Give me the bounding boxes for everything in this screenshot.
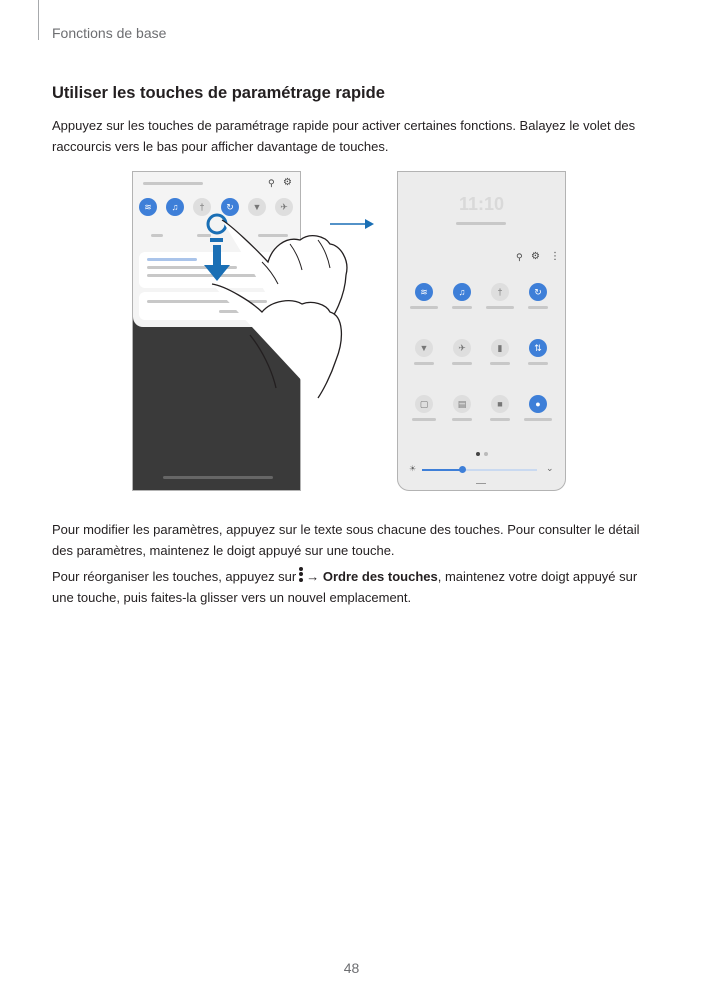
clock-text: 11:10 [458,194,505,214]
brightness-fill [422,469,462,471]
bluetooth-icon: † [491,283,509,301]
airplane-icon: ✈ [275,198,293,216]
sound-icon: ♫ [166,198,184,216]
label-placeholder [490,362,510,365]
more-options-icon: ⋮ [550,251,560,262]
section-label: Fonctions de base [52,25,167,41]
folder-icon: ■ [491,395,509,413]
gear-icon: ⚙ [531,251,540,262]
header-rule [38,0,39,40]
label-placeholder [528,306,548,309]
arrow-text: → [306,569,320,584]
label-placeholder [258,234,288,237]
search-icon: ⚲ [268,178,275,188]
page-number: 48 [343,960,360,976]
label-placeholder [528,362,548,365]
gear-icon: ⚙ [283,177,292,188]
reorder-prefix: Pour réorganiser les touches, appuyez sur [52,569,297,584]
brightness-thumb [459,466,466,473]
page-title: Utiliser les touches de paramétrage rapide [52,84,385,102]
data-icon: ⇅ [529,339,547,357]
search-icon: ⚲ [516,252,523,262]
label-placeholder [490,418,510,421]
hand-finger-line [318,240,330,268]
intro-paragraph: Appuyez sur les touches de paramétrage rapide pour activer certaines fonctions. Balayez le volet des raccourcis vers le bas pour afficher davantage de touches. [52,118,636,154]
battery-icon: ▮ [491,339,509,357]
status-bar-placeholder [143,182,203,185]
quick-panel [133,172,300,327]
handle-bar [476,483,486,484]
rotate-icon: ↻ [221,198,239,216]
notification-placeholder [147,258,197,261]
label-placeholder [524,418,552,421]
airplane-icon: ✈ [453,339,471,357]
label-placeholder [486,306,514,309]
label-placeholder [412,418,436,421]
label-placeholder [414,362,434,365]
page-dot-active [476,452,480,456]
label-placeholder [452,362,472,365]
phone-expanded-panel [397,171,566,491]
transition-arrow-head [365,219,374,229]
reorder-suffix: , maintenez votre doigt appuyé sur une touche, puis faites-la glisser vers un nouvel emplacement. [52,569,638,605]
bottom-text-placeholder [163,476,273,479]
wifi-icon: ≋ [415,283,433,301]
more-options-icon [299,567,303,584]
chevron-down-icon: ⌄ [546,463,554,473]
blue-light-icon: ▢ [415,395,433,413]
notification-placeholder [147,266,237,269]
notification-placeholder [147,274,257,277]
flashlight-icon: ▼ [248,198,266,216]
notification-placeholder [219,310,259,313]
page-dot [484,452,488,456]
label-placeholder [452,418,472,421]
notification-placeholder [147,300,267,303]
date-placeholder [456,222,506,225]
flashlight-icon: ▼ [415,339,433,357]
notification-card [139,292,294,320]
sound-icon: ♫ [453,283,471,301]
bluetooth-icon: † [193,198,211,216]
label-placeholder [410,306,438,309]
reorder-paragraph [52,566,658,608]
reorder-bold: Ordre des touches [322,569,438,584]
edit-paragraph: Pour modifier les paramètres, appuyez sur le texte sous chacune des touches. Pour consulter le détail des paramètres, maintenez le doigt appuyé sur une touche. [52,522,640,558]
label-placeholder [452,306,472,309]
phone-quick-panel [132,171,301,491]
label-placeholder [151,234,163,237]
brightness-icon: ☀ [409,464,417,473]
label-placeholder [197,234,211,237]
notification-card [139,252,294,288]
wifi-icon: ≋ [139,198,157,216]
location-icon: ● [529,395,547,413]
rotate-icon: ↻ [529,283,547,301]
secure-folder-icon: ▤ [453,395,471,413]
